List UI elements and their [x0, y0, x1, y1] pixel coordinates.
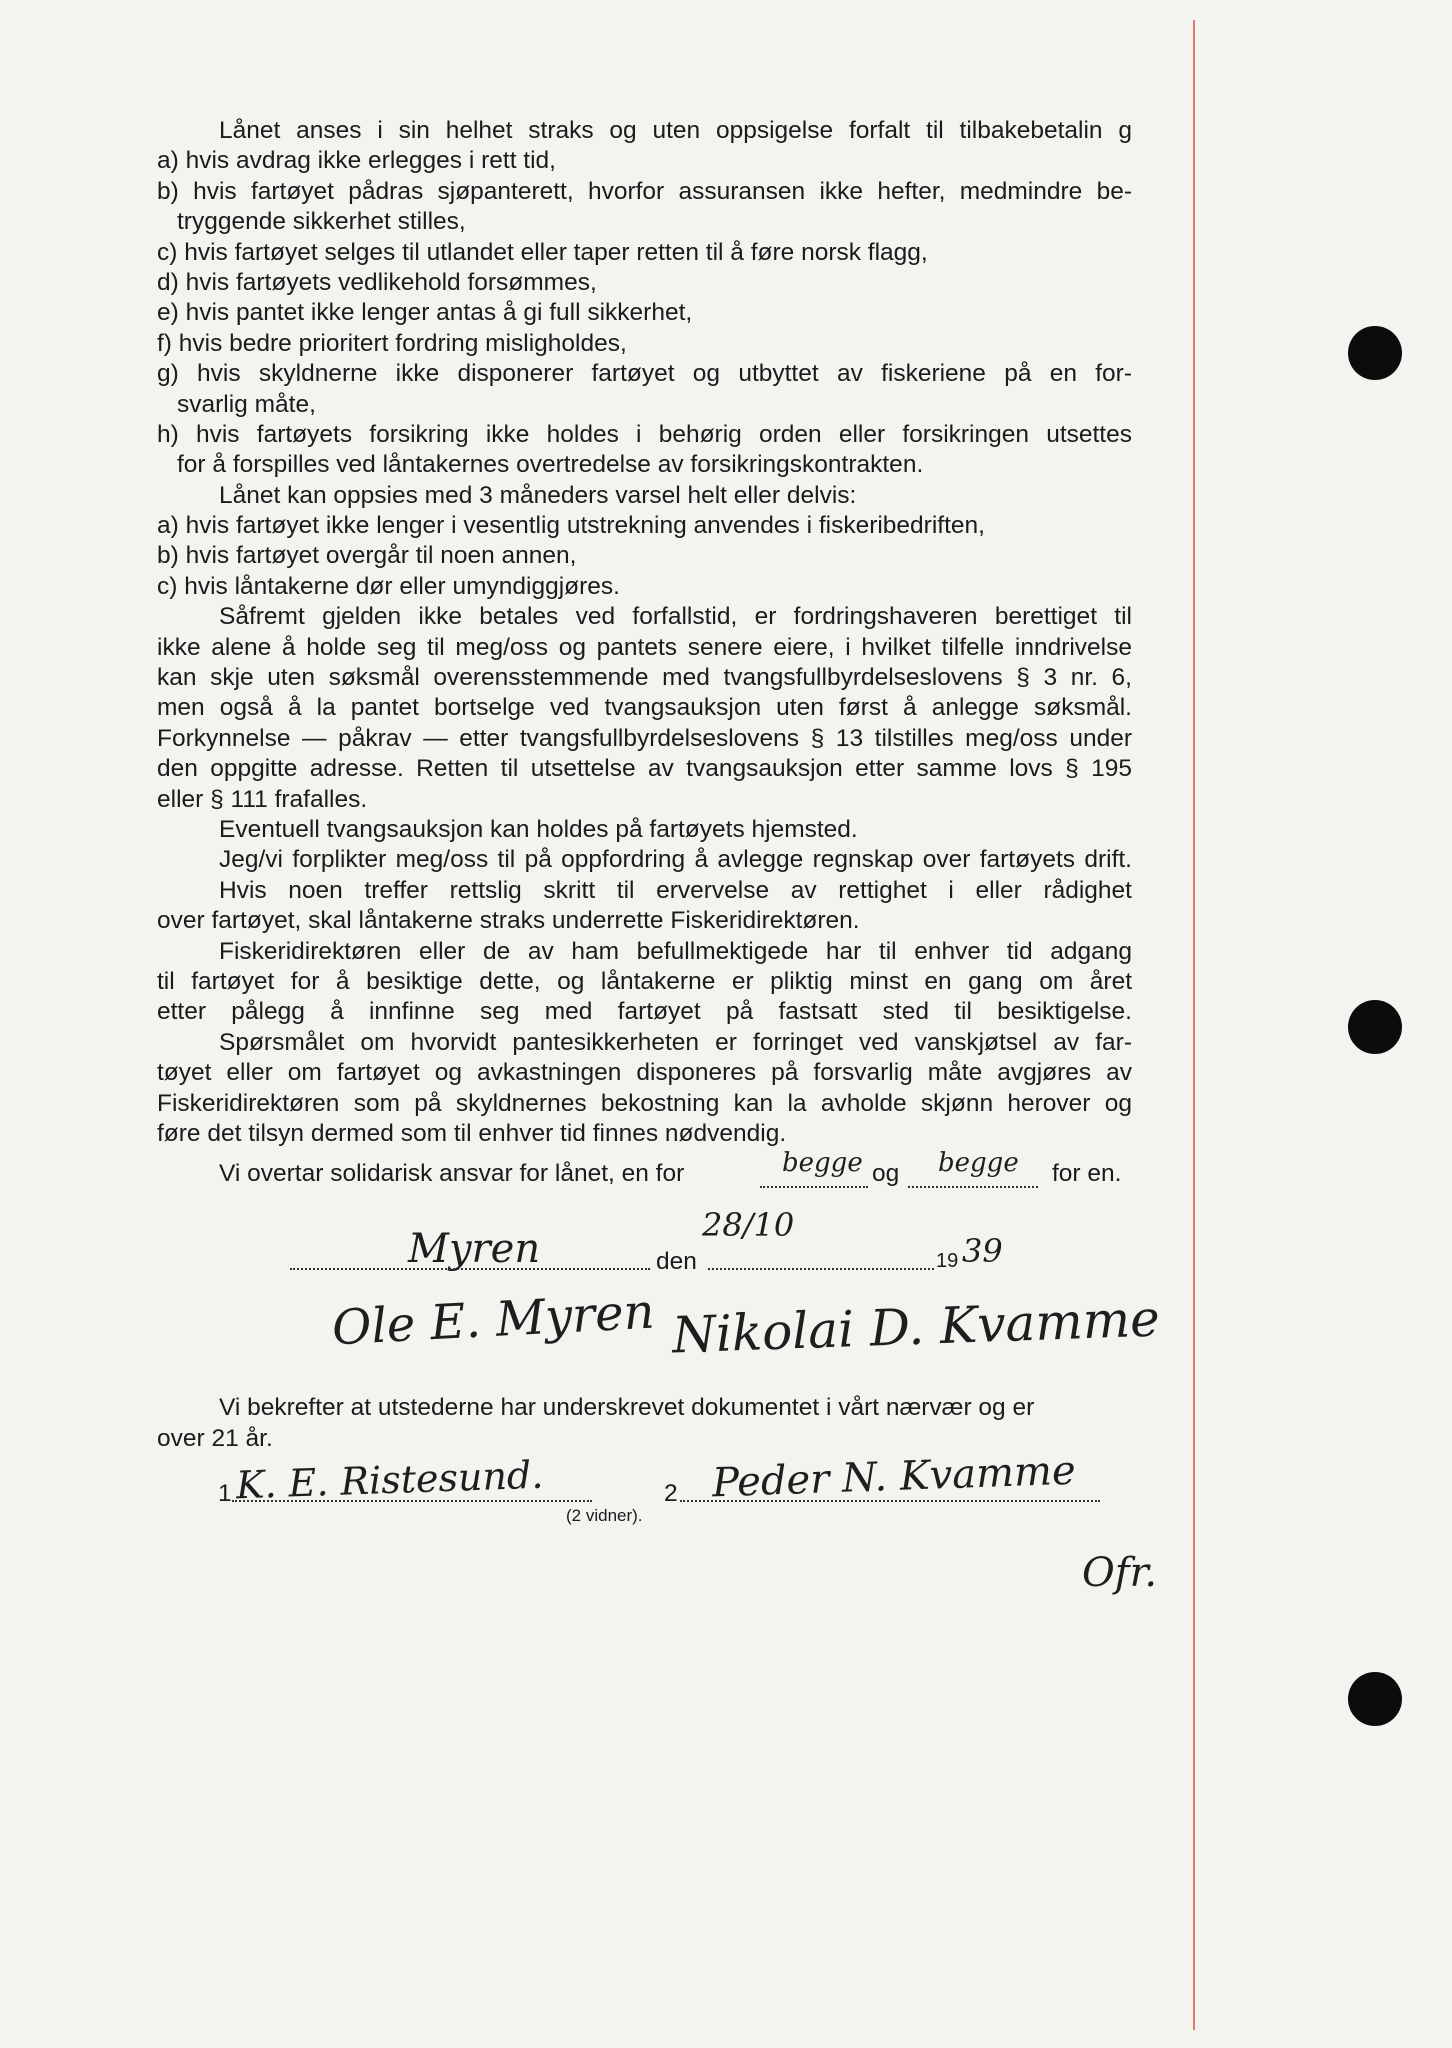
- initials-handwritten: Ofr.: [1082, 1550, 1158, 1596]
- place-handwritten: Myren: [408, 1226, 541, 1272]
- text-line: g) hvis skyldnerne ikke disponerer fartøyet og utbyttet av fiskeriene på en for-: [157, 360, 1132, 388]
- text-line: til fartøyet for å besiktige dette, og låntakerne er pliktig minst en gang om året: [157, 967, 1132, 995]
- text-line: e) hvis pantet ikke lenger antas å gi full sikkerhet,: [157, 299, 693, 327]
- text-line: a) hvis avdrag ikke erlegges i rett tid,: [157, 147, 556, 175]
- red-margin-line: [1193, 20, 1195, 2030]
- solidarity-dotline-2: [908, 1186, 1038, 1188]
- signature-ole-myren: Ole E. Myren: [330, 1283, 656, 1357]
- signature-witness-2: Peder N. Kvamme: [711, 1447, 1077, 1507]
- vidner-label: (2 vidner).: [566, 1506, 643, 1525]
- text-line: a) hvis fartøyet ikke lenger i vesentlig utstrekning anvendes i fiskeribedriften,: [157, 512, 985, 540]
- witness-statement-line2: over 21 år.: [157, 1425, 273, 1452]
- solidarity-dotline-1: [760, 1186, 868, 1188]
- signature-witness-1: K. E. Ristesund.: [235, 1452, 545, 1508]
- loan-terms-text: [157, 116, 1132, 1149]
- text-line: men også å la pantet bortselge ved tvangsauksjon uten først å anlegge søksmål.: [157, 694, 1132, 722]
- text-line: Lånet anses i sin helhet straks og uten oppsigelse forfalt til tilbakebetalin g: [219, 117, 1132, 144]
- year-prefix: 19: [936, 1250, 959, 1272]
- witness-statement-line1: Vi bekrefter at utstederne har underskrevet dokumentet i vårt nærvær og er: [219, 1394, 1035, 1421]
- solidarity-handwritten-2: begge: [938, 1148, 1019, 1178]
- date-dotline: [708, 1268, 934, 1270]
- den-label: den: [656, 1248, 697, 1275]
- text-line: over fartøyet, skal låntakerne straks underrette Fiskeridirektøren.: [157, 907, 860, 935]
- text-line: svarlig måte,: [177, 390, 316, 418]
- text-line: eller § 111 frafalles.: [157, 785, 368, 813]
- text-line: tryggende sikkerhet stilles,: [177, 208, 466, 236]
- text-line: Fiskeridirektøren eller de av ham befullmektigede har til enhver tid adgang: [219, 937, 1132, 965]
- text-line: kan skje uten søksmål overensstemmende med tvangsfullbyrdelseslovens § 3 nr. 6,: [157, 664, 1132, 692]
- witness-dotline-2: [680, 1500, 1100, 1502]
- text-line: Lånet kan oppsies med 3 måneders varsel helt eller delvis:: [219, 481, 857, 509]
- text-line: c) hvis fartøyet selges til utlandet eller taper retten til å føre norsk flagg,: [157, 238, 928, 266]
- text-line: Eventuell tvangsauksjon kan holdes på fartøyets hjemsted.: [219, 815, 858, 843]
- text-line: b) hvis fartøyet pådras sjøpanterett, hvorfor assuransen ikke hefter, medmindre be-: [157, 177, 1132, 205]
- punch-hole-middle: [1348, 1000, 1402, 1054]
- text-line: den oppgitte adresse. Retten til utsettelse av tvangsauksjon etter samme lovs § 195: [157, 755, 1132, 783]
- witness-number-2: 2: [664, 1480, 678, 1507]
- text-line: for å forspilles ved låntakernes overtredelse av forsikringskontrakten.: [177, 451, 924, 479]
- text-line: Forkynnelse — påkrav — etter tvangsfullbyrdelseslovens § 13 tilstilles meg/oss under: [157, 724, 1132, 752]
- text-line: Spørsmålet om hvorvidt pantesikkerheten er forringet ved vanskjøtsel av far-: [219, 1028, 1132, 1056]
- text-line: Jeg/vi forplikter meg/oss til på oppfordring å avlegge regnskap over fartøyets drift.: [219, 846, 1132, 874]
- text-line: c) hvis låntakerne dør eller umyndiggjøres.: [157, 572, 620, 600]
- signature-nikolai-kvamme: Nikolai D. Kvamme: [671, 1289, 1161, 1365]
- text-line: etter pålegg å innfinne seg med fartøyet på fastsatt sted til besiktigelse.: [157, 998, 1132, 1026]
- text-line: Såfremt gjelden ikke betales ved forfallstid, er fordringshaveren berettiget til: [219, 603, 1132, 631]
- solidarity-prefix: Vi overtar solidarisk ansvar for lånet, en for: [219, 1160, 685, 1187]
- solidarity-suffix: for en.: [1052, 1160, 1122, 1187]
- text-line: f) hvis bedre prioritert fordring misligholdes,: [157, 329, 627, 357]
- text-line: ikke alene å holde seg til meg/oss og pantets senere eiere, i hvilket tilfelle inndrivelse: [157, 633, 1132, 661]
- text-line: d) hvis fartøyets vedlikehold forsømmes,: [157, 268, 597, 296]
- text-line: Hvis noen treffer rettslig skritt til ervervelse av rettighet i eller rådighet: [219, 876, 1132, 904]
- text-line: tøyet eller om fartøyet og avkastningen disponeres på forsvarlig måte avgjøres av: [157, 1059, 1132, 1087]
- punch-hole-top: [1348, 326, 1402, 380]
- year-handwritten: 39: [962, 1232, 1003, 1270]
- text-line: h) hvis fartøyets forsikring ikke holdes i behørig orden eller forsikringen utsettes: [157, 420, 1132, 448]
- date-handwritten: 28/10: [702, 1206, 795, 1244]
- place-dotline: [290, 1268, 650, 1270]
- witness-number-1: 1: [218, 1480, 232, 1507]
- punch-hole-bottom: [1348, 1672, 1402, 1726]
- text-line: b) hvis fartøyet overgår til noen annen,: [157, 542, 577, 570]
- text-line: føre det tilsyn dermed som til enhver tid finnes nødvendig.: [157, 1119, 787, 1147]
- solidarity-mid: og: [872, 1160, 900, 1187]
- text-line: Fiskeridirektøren som på skyldnernes bekostning kan la avholde skjønn herover og: [157, 1089, 1132, 1117]
- solidarity-handwritten-1: begge: [782, 1148, 863, 1178]
- witness-dotline-1: [232, 1500, 592, 1502]
